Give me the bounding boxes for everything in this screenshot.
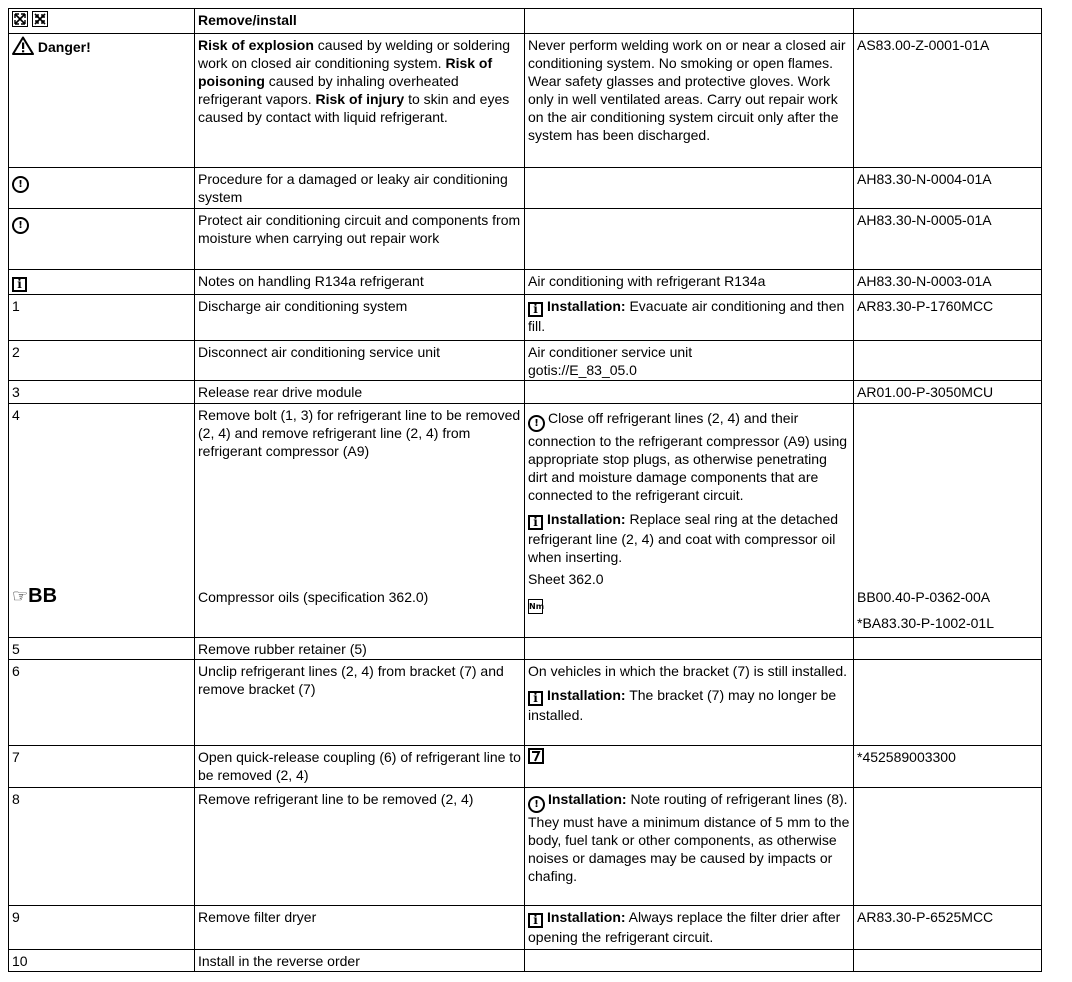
step-4-bb-text: Compressor oils (specification 362.0) (198, 589, 429, 605)
bb-label: BB (28, 585, 58, 607)
caution-circle-icon: ! (528, 796, 545, 813)
table-row-step-8 (9, 788, 1042, 906)
special-tool-icon (528, 748, 544, 764)
installation-label: Installation: (547, 909, 626, 925)
step-2-note (525, 341, 854, 381)
info-box-icon: i (528, 691, 543, 706)
note-3-text: Notes on handling R134a refrigerant (195, 270, 525, 295)
table-row-step-1 (9, 295, 1042, 341)
table-row-note-3 (9, 270, 1042, 295)
step-5-empty (525, 638, 854, 660)
note-1-icon-cell (9, 168, 195, 209)
step-6-note-2 (528, 686, 850, 724)
table-row-step-6 (9, 660, 1042, 746)
caution-circle-icon: ! (12, 217, 29, 234)
note-1-empty (525, 168, 854, 209)
step-4-nm-ref[interactable]: *BA83.30-P-1002-01L (857, 615, 994, 631)
step-number: 1 (9, 295, 195, 341)
step-5-empty-ref (854, 638, 1042, 660)
danger-label: Danger! (37, 39, 91, 55)
step-4-note-2-text: Replace seal ring at the detached refrigerant line (2, 4) and coat with compressor oil when inserting. (528, 511, 839, 565)
installation-label: Installation: (547, 298, 626, 314)
info-box-icon: i (12, 277, 27, 292)
expand-icon[interactable] (12, 11, 28, 27)
step-number: 10 (9, 950, 195, 972)
installation-label: Installation: (548, 791, 627, 807)
step-4-note-2 (528, 510, 850, 566)
step-6-note-2-text: The bracket (7) may no longer be installed. (528, 687, 837, 723)
step-number: 5 (9, 638, 195, 660)
step-6-text: Unclip refrigerant lines (2, 4) from bracket (7) and remove bracket (7) (195, 660, 525, 746)
danger-note: Never perform welding work on or near a closed air conditioning system. No smoking or open flames. Wear safety glasses and protective gloves. Work only in well ventilated areas. Carry out repair work on the air conditioning system circuit only after the system has been discharged. (525, 34, 854, 168)
danger-cell (9, 34, 195, 168)
installation-label: Installation: (547, 511, 626, 527)
step-1-note-text: Evacuate air conditioning and then fill. (528, 298, 845, 334)
installation-label: Installation: (547, 687, 626, 703)
info-box-icon: i (528, 913, 543, 928)
procedure-table (8, 8, 1042, 972)
note-3-icon-cell (9, 270, 195, 295)
danger-ref[interactable]: AS83.00-Z-0001-01A (854, 34, 1042, 168)
step-6-note-1: On vehicles in which the bracket (7) is still installed. (528, 663, 848, 679)
step-number: 4 (12, 407, 20, 423)
step-1-note (525, 295, 854, 341)
step-5-text: Remove rubber retainer (5) (195, 638, 525, 660)
step-number: 3 (9, 381, 195, 404)
header-icons-cell (9, 9, 195, 34)
header-empty-4 (854, 9, 1042, 34)
note-2-ref[interactable]: AH83.30-N-0005-01A (854, 209, 1042, 270)
step-2-link[interactable]: gotis://E_83_05.0 (528, 362, 637, 378)
table-row-note-2 (9, 209, 1042, 270)
note-2-icon-cell (9, 209, 195, 270)
step-7-tool-cell (525, 746, 854, 788)
step-number: 9 (9, 906, 195, 950)
table-row-step-9 (9, 906, 1042, 950)
step-number: 2 (9, 341, 195, 381)
table-row-danger (9, 34, 1042, 168)
step-4-bb-note: Sheet 362.0 (528, 571, 604, 587)
table-row-step-2 (9, 341, 1042, 381)
table-row-step-10 (9, 950, 1042, 972)
note-1-text: Procedure for a damaged or leaky air conditioning system (195, 168, 525, 209)
step-6-note-cell (525, 660, 854, 746)
step-number: 8 (9, 788, 195, 906)
step-3-text: Release rear drive module (195, 381, 525, 404)
pointing-hand-icon: ☞ (12, 586, 29, 606)
danger-description (195, 34, 525, 168)
step-number: 6 (9, 660, 195, 746)
torque-nm-icon: Nm (528, 599, 543, 614)
step-7-text: Open quick-release coupling (6) of refrigerant line to be removed (2, 4) (195, 746, 525, 788)
table-row-header (9, 9, 1042, 34)
step-9-note (525, 906, 854, 950)
step-4-text: Remove bolt (1, 3) for refrigerant line to be removed (2, 4) and remove refrigerant line (2, 4) from refrigerant compressor (A9) (198, 407, 521, 459)
info-box-icon: i (528, 515, 543, 530)
note-1-ref[interactable]: AH83.30-N-0004-01A (854, 168, 1042, 209)
step-2-text: Disconnect air conditioning service unit (195, 341, 525, 381)
step-8-note (525, 788, 854, 906)
danger-risk-1-text: caused by welding or soldering work on closed air conditioning system. (198, 37, 511, 71)
table-row-note-1 (9, 168, 1042, 209)
note-2-text: Protect air conditioning circuit and components from moisture when carrying out repair work (195, 209, 525, 270)
step-4-bb-ref[interactable]: BB00.40-P-0362-00A (857, 589, 991, 605)
torque-cell (528, 593, 850, 614)
step-6-empty-ref (854, 660, 1042, 746)
header-title: Remove/install (195, 9, 525, 34)
table-row-step-5 (9, 638, 1042, 660)
caution-circle-icon: ! (12, 176, 29, 193)
step-8-text: Remove refrigerant line to be removed (2, 4) (195, 788, 525, 906)
step-10-text: Install in the reverse order (195, 950, 525, 972)
table-row-step-4 (9, 404, 1042, 638)
danger-risk-2: Risk of poisoning (198, 55, 493, 89)
step-4-note-cell (525, 404, 854, 638)
step-1-ref[interactable]: AR83.30-P-1760MCC (854, 295, 1042, 341)
step-10-empty (525, 950, 854, 972)
step-8-empty-ref (854, 788, 1042, 906)
collapse-icon[interactable] (32, 11, 48, 27)
note-3-note: Air conditioning with refrigerant R134a (525, 270, 854, 295)
step-2-note-line-1: Air conditioner service unit (528, 344, 693, 360)
step-4-num-cell (9, 404, 195, 638)
table-row-step-3 (9, 381, 1042, 404)
step-9-note-text: Always replace the filter drier after opening the refrigerant circuit. (528, 909, 841, 945)
step-2-empty (854, 341, 1042, 381)
note-3-ref[interactable]: AH83.30-N-0003-01A (854, 270, 1042, 295)
step-4-note-1-text: Close off refrigerant lines (2, 4) and their connection to the refrigerant compressor (A9) using appropriate stop plugs, as otherwise penetrating dirt and moisture damage components that are connected to the refrigerant circuit. (528, 410, 848, 503)
danger-risk-2-text: caused by inhaling overheated refrigerant vapors. (198, 73, 459, 107)
bb-marker (12, 586, 57, 606)
step-1-text: Discharge air conditioning system (195, 295, 525, 341)
step-4-text-cell (195, 404, 525, 638)
info-box-icon: i (528, 302, 543, 317)
danger-risk-1: Risk of explosion (198, 37, 314, 53)
warning-triangle-icon (12, 36, 34, 55)
step-3-empty (525, 381, 854, 404)
danger-risk-3-text: to skin and eyes caused by contact with liquid refrigerant. (198, 91, 510, 125)
step-number: 7 (9, 746, 195, 788)
danger-risk-3: Risk of injury (315, 91, 405, 107)
step-3-ref[interactable]: AR01.00-P-3050MCU (854, 381, 1042, 404)
caution-circle-icon: ! (528, 415, 545, 432)
header-empty-3 (525, 9, 854, 34)
step-8-note-text: Note routing of refrigerant lines (8). They must have a minimum distance of 5 mm to the body, fuel tank or other components, as otherwise noises or damages may be caused by impacts or chafing. (528, 791, 850, 884)
step-4-note-1 (528, 409, 850, 504)
step-9-ref[interactable]: AR83.30-P-6525MCC (854, 906, 1042, 950)
table-row-step-7 (9, 746, 1042, 788)
note-2-empty (525, 209, 854, 270)
step-9-text: Remove filter dryer (195, 906, 525, 950)
step-10-empty-ref (854, 950, 1042, 972)
step-4-ref-cell (854, 404, 1042, 638)
step-7-ref[interactable]: *452589003300 (854, 746, 1042, 788)
